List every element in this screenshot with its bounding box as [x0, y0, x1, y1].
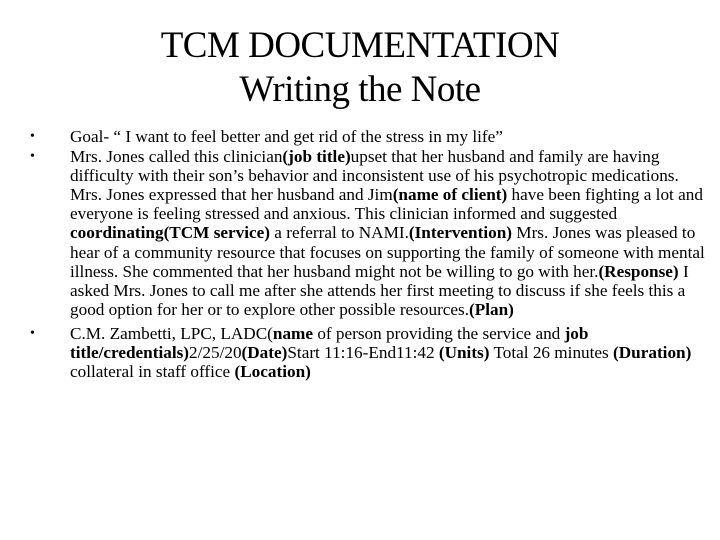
label-job-title: (job title) — [282, 147, 351, 167]
signature-text: Start 11:16-End11:42 — [287, 343, 439, 363]
label-intervention: (Intervention) — [408, 223, 512, 243]
bullet-dot: • — [30, 149, 35, 165]
label-date: (Date) — [241, 343, 288, 363]
goal-text: Goal- “ I want to feel better and get rid of the stress in my life” — [70, 127, 503, 146]
title-line-2: Writing the Note — [239, 69, 481, 110]
label-name: name — [272, 323, 314, 343]
label-units: (Units) — [438, 343, 490, 363]
signature-text: C.M. Zambetti, LPC, LADC( — [70, 323, 273, 343]
bullet-item-goal — [30, 127, 710, 146]
label-name-of-client: (name of client) — [392, 185, 508, 205]
narrative-text: Mrs. Jones was pleased to hear of a community resource that focuses on supporting the family of someone with mental illness. She commented that her husband might not be willing to go with her. — [70, 223, 705, 281]
label-duration: (Duration) — [613, 343, 692, 363]
signature-text: collateral in staff office — [70, 362, 235, 382]
label-response: (Response) — [598, 261, 679, 281]
signature-text: of person providing the service and — [313, 323, 565, 343]
narrative-text: a referral to NAMI. — [270, 223, 409, 243]
narrative-text: upset that her husband and family are having difficulty with their son’s behavior and inconsistent use of his psychotropic medications. Mrs. Jones expressed that her husband and Jim — [70, 147, 679, 205]
bullet-text — [70, 147, 710, 319]
signature-text: Total 26 minutes — [489, 343, 614, 363]
label-location: (Location) — [234, 362, 311, 382]
signature-text: 2/25/20 — [189, 343, 242, 363]
bullet-text — [70, 127, 710, 146]
bullet-text — [70, 324, 710, 381]
slide-title — [0, 24, 720, 112]
title-line-1: TCM DOCUMENTATION — [160, 25, 560, 66]
narrative-text: Mrs. Jones called this clinician — [70, 147, 283, 167]
label-job-title-credentials: job title/credentials) — [70, 323, 589, 363]
narrative-text: have been fighting a lot and everyone is feeling stressed and anxious. This clinician informed and suggested — [70, 185, 703, 224]
label-plan: (Plan) — [469, 299, 514, 319]
bullet-item-narrative — [30, 147, 710, 319]
bullet-dot: • — [30, 129, 35, 144]
narrative-text: I asked Mrs. Jones to call me after she attends her first meeting to discuss if she feels this a good option for her or to explore other possible resources. — [70, 261, 689, 319]
label-tcm-service: coordinating(TCM service) — [70, 223, 270, 243]
bullet-item-signature — [30, 324, 710, 381]
bullet-dot: • — [30, 325, 35, 341]
bullet-list — [30, 127, 710, 381]
